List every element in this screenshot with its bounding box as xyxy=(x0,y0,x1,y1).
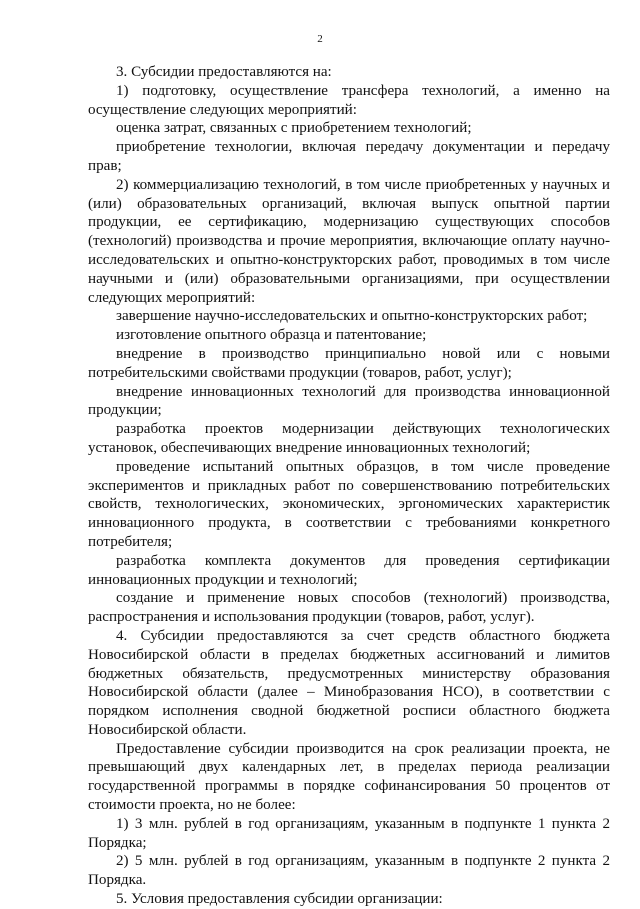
paragraph: завершение научно-исследовательских и опытно-конструкторских работ; xyxy=(116,308,588,325)
paragraph: 2) 5 млн. рублей в год организациям, указанным в подпункте 2 пункта 2 Порядка. xyxy=(88,853,610,889)
document-body xyxy=(88,63,610,909)
paragraph: внедрение в производство принципиально новой или с новыми потребительскими свойствами продукции (товаров, работ, услуг); xyxy=(88,345,610,381)
paragraph: разработка проектов модернизации действующих технологических установок, обеспечивающих внедрение инновационных технологий; xyxy=(88,421,610,456)
paragraph: 1) подготовку, осуществление трансфера технологий, а именно на осуществление следующих мероприятий: xyxy=(88,82,610,118)
paragraph: 2) коммерциализацию технологий, в том числе приобретенных у научных и (или) образовательных организаций, включая выпуск опытной партии продукции, ее сертификацию, модернизацию существующих способов (технологий) производства и прочие мероприятия, включающие оплату научно-исследовательских и опытно-конструкторских работ, проводимых в том числе научными и (или) образовательными организациями, при осуществлении следующих мероприятий: xyxy=(88,176,610,306)
paragraph: 1) 3 млн. рублей в год организациям, указанным в подпункте 1 пункта 2 Порядка; xyxy=(88,815,610,851)
paragraph: внедрение инновационных технологий для производства инновационной продукции; xyxy=(88,383,610,419)
paragraph: приобретение технологии, включая передачу документации и передачу прав; xyxy=(88,139,610,174)
paragraph: изготовление опытного образца и патентование; xyxy=(116,327,427,344)
paragraph: 5. Условия предоставления субсидии организации: xyxy=(116,891,443,908)
paragraph: разработка комплекта документов для проведения сертификации инновационных продукции и технологий; xyxy=(88,552,610,588)
paragraph: Предоставление субсидии производится на срок реализации проекта, не превышающий двух календарных лет, в пределах периода реализации государственной программы в порядке софинансирования 50 процентов от стоимости проекта, но не более: xyxy=(88,740,610,814)
paragraph: 3. Субсидии предоставляются на: xyxy=(116,64,332,80)
paragraph: создание и применение новых способов (технологий) производства, распространения и использования продукции (товаров, работ, услуг). xyxy=(88,590,610,626)
page-number: 2 xyxy=(317,33,323,45)
paragraph: проведение испытаний опытных образцов, в том числе проведение экспериментов и прикладных работ по совершенствованию потребительских свойств, технологических, экономических, эргономических характеристик инновационного продукта, в соответствии с требованиями конкретного потребителя; xyxy=(88,458,610,550)
paragraph: 4. Субсидии предоставляются за счет средств областного бюджета Новосибирской области в пределах бюджетных ассигнований и лимитов бюджетных обязательств, предусмотренных министерству образования Новосибирской области (далее – Минобразования НСО), в соответствии с порядком исполнения сводной бюджетной росписи областного бюджета Новосибирской области. xyxy=(88,627,610,738)
paragraph: оценка затрат, связанных с приобретением технологий; xyxy=(116,120,472,137)
